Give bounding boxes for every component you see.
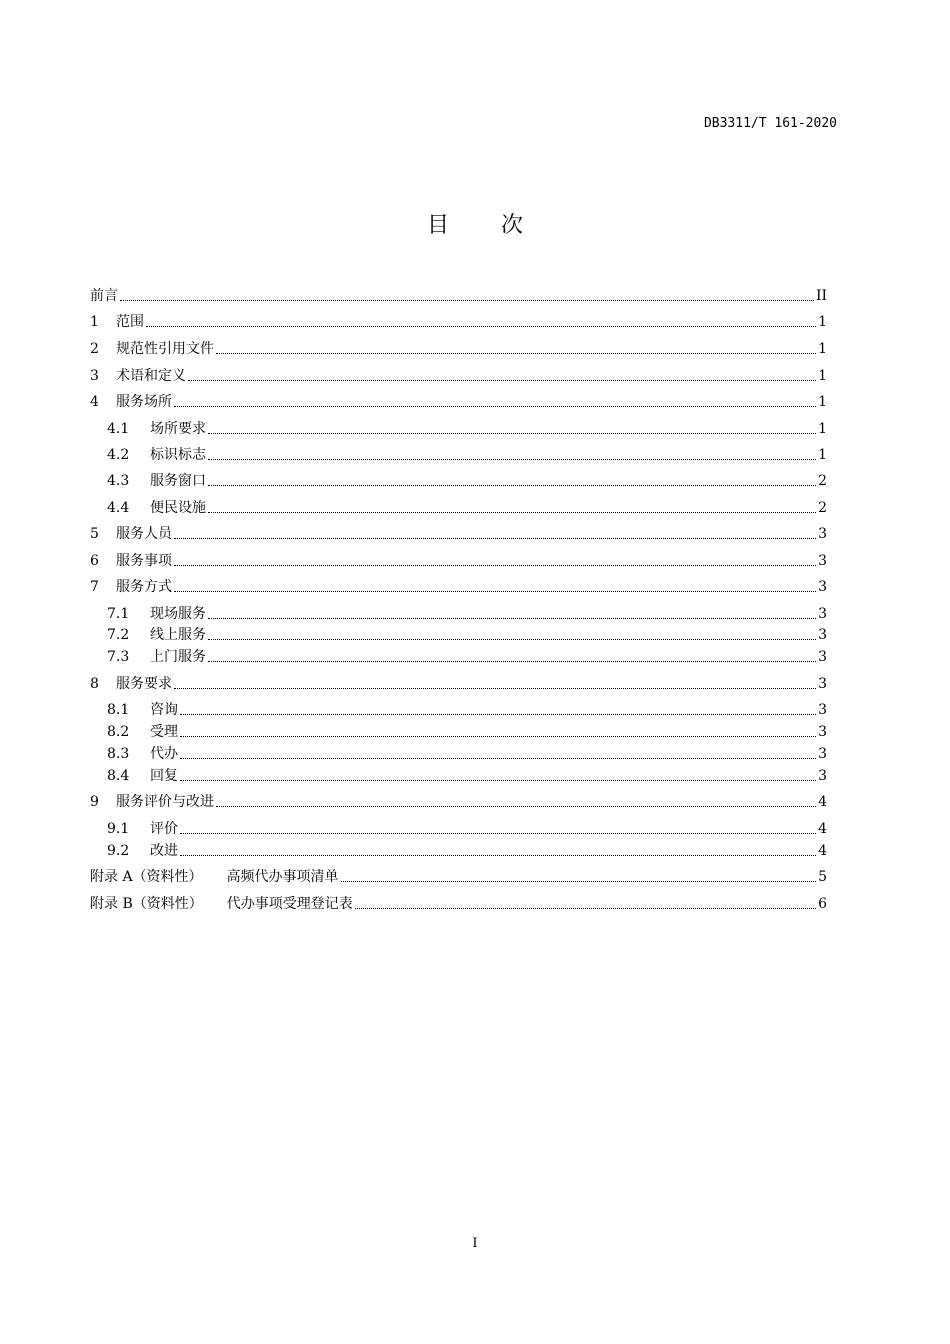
toc-entry[interactable] [107, 625, 827, 645]
dot-leader [355, 907, 816, 909]
toc-entry-title: 服务人员 [116, 526, 172, 542]
toc-entry-number: 8.3 [107, 746, 130, 762]
dot-leader [208, 511, 816, 513]
toc-entry-number: 7.1 [107, 606, 130, 622]
toc-entry-page: 1 [818, 368, 827, 384]
toc-entry-number: 8.4 [107, 768, 130, 784]
toc-entry-title: 标识标志 [150, 447, 206, 463]
toc-entry[interactable] [107, 722, 827, 742]
dot-leader [208, 432, 816, 434]
dot-leader [180, 757, 816, 759]
toc-entry-title: 服务要求 [116, 676, 172, 692]
toc-entry[interactable] [107, 841, 827, 861]
toc-entry-page: 3 [818, 676, 827, 692]
toc-entry[interactable] [107, 647, 827, 667]
toc-entry[interactable] [90, 792, 827, 812]
toc-entry-page: 3 [818, 606, 827, 622]
dot-leader [120, 299, 814, 301]
toc-entry[interactable] [90, 286, 827, 306]
toc-entry-page: 1 [818, 421, 827, 437]
toc-entry-page: 3 [818, 579, 827, 595]
dot-leader [216, 352, 816, 354]
dot-leader [180, 854, 816, 856]
dot-leader [174, 590, 816, 592]
toc-entry-title: 评价 [150, 821, 178, 837]
toc-entry-title: 线上服务 [150, 627, 206, 643]
toc-entry-page: 3 [818, 724, 827, 740]
toc-entry[interactable] [90, 524, 827, 544]
toc-entry-number: 5 [90, 526, 99, 542]
toc-entry-number: 1 [90, 314, 99, 330]
toc-entry-page: 3 [818, 649, 827, 665]
toc-entry-title: 回复 [150, 768, 178, 784]
toc-entry-title: 前言 [90, 288, 118, 304]
toc-entry-number: 4.3 [107, 473, 130, 489]
dot-leader [146, 325, 816, 327]
toc-entry-title: 代办 [150, 746, 178, 762]
dot-leader [208, 484, 816, 486]
toc-entry-page: 2 [818, 500, 827, 516]
toc-entry-page: 3 [818, 746, 827, 762]
toc-entry-page: 1 [818, 341, 827, 357]
toc-entry-number: 7.3 [107, 649, 130, 665]
toc-entry[interactable] [107, 744, 827, 764]
toc-entry[interactable] [107, 700, 827, 720]
toc-entry-page: 3 [818, 526, 827, 542]
toc-entry-title: 服务评价与改进 [116, 794, 214, 810]
dot-leader [180, 832, 816, 834]
toc-entry-page: 3 [818, 627, 827, 643]
toc-entry-number: 附录 B（资料性） [90, 896, 203, 912]
toc-entry-number: 3 [90, 368, 99, 384]
toc-entry-title: 服务事项 [116, 553, 172, 569]
dot-leader [180, 713, 816, 715]
toc-entry-page: 1 [818, 394, 827, 410]
toc-entry[interactable] [90, 339, 827, 359]
toc-entry-page: 6 [818, 896, 827, 912]
toc-entry[interactable] [90, 577, 827, 597]
toc-entry-title: 受理 [150, 724, 178, 740]
toc-entry-page: II [815, 288, 827, 304]
toc-entry-page: 4 [818, 843, 827, 859]
toc-entry-title: 服务场所 [116, 394, 172, 410]
toc-entry-number: 4.1 [107, 421, 130, 437]
toc-entry-title: 代办事项受理登记表 [226, 896, 353, 912]
toc-entry-number: 4.2 [107, 447, 130, 463]
toc-entry[interactable] [107, 471, 827, 491]
dot-leader [174, 405, 816, 407]
toc-entry-page: 3 [818, 768, 827, 784]
toc-entry-number: 8 [90, 676, 99, 692]
toc-entry-title: 规范性引用文件 [116, 341, 214, 357]
toc-entry-page: 2 [818, 473, 827, 489]
toc-entry-number: 附录 A（资料性） [90, 869, 203, 885]
toc-entry-number: 6 [90, 553, 99, 569]
toc-entry[interactable] [107, 604, 827, 624]
toc-entry-number: 4 [90, 394, 99, 410]
toc-entry-title: 服务方式 [116, 579, 172, 595]
page-title: 目次 [426, 213, 575, 238]
toc-entry-number: 7 [90, 579, 99, 595]
toc-entry-number: 2 [90, 341, 99, 357]
toc-entry-page: 3 [818, 553, 827, 569]
toc-entry-title: 术语和定义 [116, 368, 186, 384]
dot-leader [180, 779, 816, 781]
toc-entry-title: 现场服务 [150, 606, 206, 622]
toc-entry-page: 4 [818, 821, 827, 837]
toc-entry-page: 5 [818, 869, 827, 885]
toc-entry-number: 4.4 [107, 500, 130, 516]
toc-entry-number: 9.1 [107, 821, 130, 837]
toc-entry[interactable] [90, 894, 827, 914]
toc-entry-number: 8.1 [107, 702, 130, 718]
toc-entry-page: 1 [818, 314, 827, 330]
toc-entry-title: 咨询 [150, 702, 178, 718]
toc-entry[interactable] [90, 551, 827, 571]
dot-leader [174, 537, 816, 539]
dot-leader [216, 805, 816, 807]
document-number: DB3311/T 161-2020 [703, 116, 837, 131]
toc-entry-number: 7.2 [107, 627, 130, 643]
toc-entry[interactable] [107, 498, 827, 518]
dot-leader [208, 617, 816, 619]
toc-entry[interactable] [90, 674, 827, 694]
toc-entry-title: 范围 [116, 314, 144, 330]
dot-leader [208, 458, 816, 460]
toc-entry-title: 便民设施 [150, 500, 206, 516]
toc-entry[interactable] [107, 819, 827, 839]
toc-entry-number: 9 [90, 794, 99, 810]
toc-entry-title: 场所要求 [150, 421, 206, 437]
dot-leader [208, 660, 816, 662]
dot-leader [174, 564, 816, 566]
toc-entry-title: 改进 [150, 843, 178, 859]
toc-entry-page: 3 [818, 702, 827, 718]
toc-entry-number: 9.2 [107, 843, 130, 859]
toc-entry[interactable] [90, 312, 827, 332]
toc-entry-title: 高频代办事项清单 [226, 869, 339, 885]
toc-entry[interactable] [90, 366, 827, 386]
toc-entry[interactable] [107, 419, 827, 439]
toc-entry-page: 4 [818, 794, 827, 810]
toc-entry[interactable] [90, 867, 827, 887]
toc-entry[interactable] [107, 445, 827, 465]
dot-leader [188, 379, 816, 381]
toc-entry-title: 上门服务 [150, 649, 206, 665]
toc-entry-number: 8.2 [107, 724, 130, 740]
toc-entry-title: 服务窗口 [150, 473, 206, 489]
page-number: I [472, 1236, 478, 1251]
toc-entry-page: 1 [818, 447, 827, 463]
dot-leader [208, 638, 816, 640]
toc-entry[interactable] [107, 766, 827, 786]
toc-entry[interactable] [90, 392, 827, 412]
dot-leader [180, 735, 816, 737]
dot-leader [341, 880, 817, 882]
dot-leader [174, 687, 816, 689]
